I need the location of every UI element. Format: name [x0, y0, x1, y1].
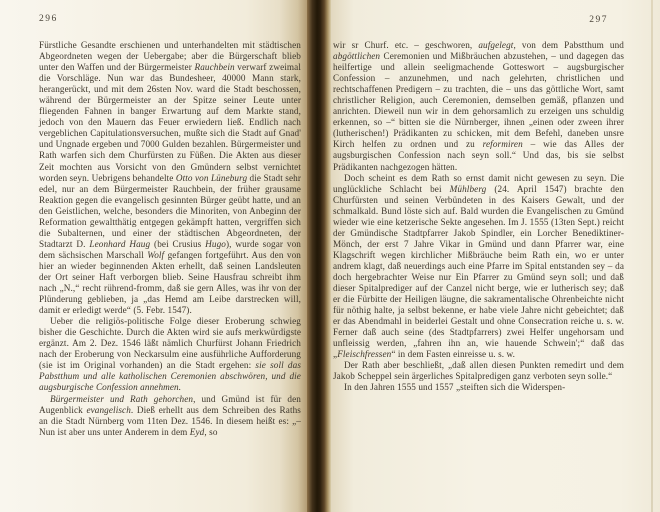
left-page-text	[39, 40, 301, 438]
text-segment: verwarf zweimal die Vorschläge. Nun war das Bundesheer, 40000 Mann stark, herangerückt, und mit dem 26sten Nov. ward die Stadt beschossen, während der Bürgermeister an der Spitze seiner Leute unter fliegenden Fahnen in banger Erwartung auf dem Markte stand, jedoch von den Mauern das Feuer erwiedern ließ. Endlich nach vergeblichen Capitulationsversuchen, mußte sich die Stadt auf Gnad' und Ungnade ergeben und 7000 Gulden bezahlen. Bürgermeister und Rath warfen sich dem Churfürsten zu Füßen. Die Akten aus dieser Zeit mochten aus Vorsicht von den Gmündern selbst vernichtet worden seyn. Uebrigens behandelte	[39, 62, 301, 183]
italic-text-segment: Leonhard Haug	[89, 238, 151, 249]
italic-text-segment: aufgelegt	[478, 40, 514, 50]
italic-text-segment: Rauchbein	[194, 62, 235, 73]
text-segment: gefangen fortgeführt. Aus den von hier an wieder beginnenden Akten erhellt, daß seinen Landsleuten der Ort seiner Haft verborgen blieb. Seine Hausfrau schreibt ihm nach „N.,“ recht rührend-fromm, daß sie gern Alles, was ihr von der Plünderung geblieben, ja „das Hemd am Leibe darstrecken will, damit er erledigt werde“ (5. Febr. 1547).	[39, 249, 301, 316]
text-segment: Doch scheint es dem Rath so ernst damit nicht gewesen zu seyn. Die unglückliche Schlacht bei	[333, 172, 624, 194]
text-segment: die Stadt sehr edel, nur an dem Bürgermeister Rauchbein, der früher grausame Reaktion gegen die evangelisch gesinnten Bürger geübt hatte, und an den Geistlichen, welche, besonders die Minoriten, von Anbeginn der Reformation gewaltthätig entgegen gekämpft hatten, vergriffen sich die Subalternen, und einer der städtischen Abgeordneten, der Stadtarzt D.	[39, 172, 301, 249]
right-page-number: 297	[589, 15, 608, 25]
text-segment: “ in dem Fasten einreisse u. s. w.	[391, 349, 516, 360]
text-segment: Der Rath aber beschließt, „daß allen diesen Punkten remedirt und dem Jakob Scheppel sein ärgerliches Spitalpredigen ganz verboten seyn solle.“	[333, 360, 624, 382]
paragraph	[39, 316, 301, 393]
text-segment: Ueber die religiös-politische Folge dieser Eroberung schwieg bisher die Geschichte. Durch die Akten wird sie aufs merkwürdigste ergänzt. Am 2. Dez. 1546 läßt nämlich Churfürst Johann Friedrich nach der Eroberung von Neckarsulm eine ausführliche Aufforderung (sie ist im Original vorhanden) an die Stadt ergehen:	[39, 316, 301, 371]
book-gutter-shadow	[307, 0, 331, 512]
left-page-number: 296	[39, 14, 58, 24]
paragraph	[39, 394, 301, 438]
italic-text-segment: reformiren	[482, 139, 523, 150]
italic-text-segment: Otto von Lüneburg	[175, 172, 248, 183]
italic-text-segment: evangelisch	[86, 404, 131, 415]
right-page-text	[333, 40, 624, 394]
left-page	[0, 0, 307, 512]
text-segment: In den Jahren 1555 und 1557 „steiften sich die Widerspen-	[344, 382, 566, 393]
text-segment: Fürstliche Gesandte erschienen und unterhandelten mit städtischen Abgeordneten wegen der Uebergabe; aber die Bürgerschaft blieb unter den Waffen und der Bürgermeister	[39, 40, 301, 73]
text-segment: , so	[204, 426, 218, 437]
italic-text-segment: Fleischfressen	[337, 349, 392, 360]
italic-text-segment: Eyd	[189, 426, 205, 437]
paragraph	[333, 382, 624, 393]
text-segment: (bei Crusius	[150, 238, 206, 249]
italic-text-segment: Wolf	[147, 249, 165, 260]
text-segment: Ceremonien und Mißbräuchen abzustehen, – und dagegen das heilfertige und allein seeligmachende Gotteswort – augsburgischer Confession – anzunehmen, und nach gelehrten, christlichen und rechtschaffenen Predigern – zu trachten, die – uns das göttliche Wort, samt christlicher Religion, auch Ceremonien, demselben gemäß, pflanzen und anrichten. Dieweil nun wir in dem gehorsamlich zu erzeigen uns schuldig erkennen, so –“ bitten sie die Nürnberger, ihnen „einen oder zween ihrer (lutherischen!) Prädikanten zu schicken, mit dem Befehl, daneben unsre Kirch helfen zu ordnen und zu	[333, 51, 624, 150]
italic-text-segment: Bürgermeister und Rath gehorchen	[50, 393, 194, 404]
text-segment: . Dieß erhellt aus dem Schreiben des Raths an die Stadt Nürnberg vom 11ten Dez. 1546. In diesem heißt es: „– Nun ist aber uns unter Anderem in dem	[39, 404, 301, 437]
italic-text-segment: Hugo	[205, 238, 226, 249]
paragraph	[333, 40, 624, 173]
italic-text-segment: sie soll das Pabstthum und alle katholischen Ceremonien abschwören, und die augsburgische Confession annehmen.	[39, 360, 301, 393]
paragraph	[333, 360, 624, 382]
right-page-edge	[651, 0, 653, 512]
right-page	[331, 0, 660, 512]
text-segment: , von dem Pabstthum und	[513, 40, 625, 50]
italic-text-segment: abgöttlichen	[333, 51, 381, 62]
paragraph	[39, 40, 301, 316]
text-segment: – wie das Alles der augsburgischen Confession nach seyn soll.“ Und das, bis sie selbst Prädikanten nachgezogen hätten.	[333, 139, 624, 172]
text-segment: , und Gmünd ist für den Augenblick	[39, 393, 301, 415]
italic-text-segment: Mühlberg	[449, 183, 487, 194]
text-segment: ), wurde sogar von dem sächsischen Marschall	[39, 238, 301, 260]
text-segment: wir sr Churf. etc. – geschworen,	[333, 40, 479, 50]
text-segment: (24. April 1547) brachte den Churfürsten und seinen Verbündeten in des Kaisers Gewalt, und der schmalkald. Bund löste sich auf. Bald wurden die Evangelischen zu Gmünd wieder wie eine ketzerische Sekte angesehen. Im J. 1555 (13ten Sept.) reicht der Gmündische Stadtpfarrer Jakob Spindler, ein Lorcher Benediktiner-Mönch, der erst 7 Jahre Vikar in Gmünd und dann Pfarrer war, eine Klagschrift wegen kirchlicher Mißbräuche beim Rath ein, wo er unter andrem klagt, daß neuerdings auch eine Pfarre im Spital entstanden sey – da doch hergebrachter Weise nur Ein Pfarrer zu Gmünd seyn soll; und daß dieser Spitalprediger auf der Canzel nicht berge, wie er lutherisch sey; daß er die Fürbitte der Heiligen läugne, die sakramentalische Ohrenbeichte nicht für nöthig halte, ja selbst bekenne, er habe viele Jahre nicht gebeichtet; daß er das Abendmahl in beiderlei Gestalt und ohne Consecration reiche u. s. w. Ferner daß auch seine (des Stadtpfarrers) zwei Helfer ungehorsam und unfleissig werden, „fahren ihn an, wie hauende Schwein';“ daß das „	[333, 183, 624, 360]
paragraph	[333, 173, 624, 361]
